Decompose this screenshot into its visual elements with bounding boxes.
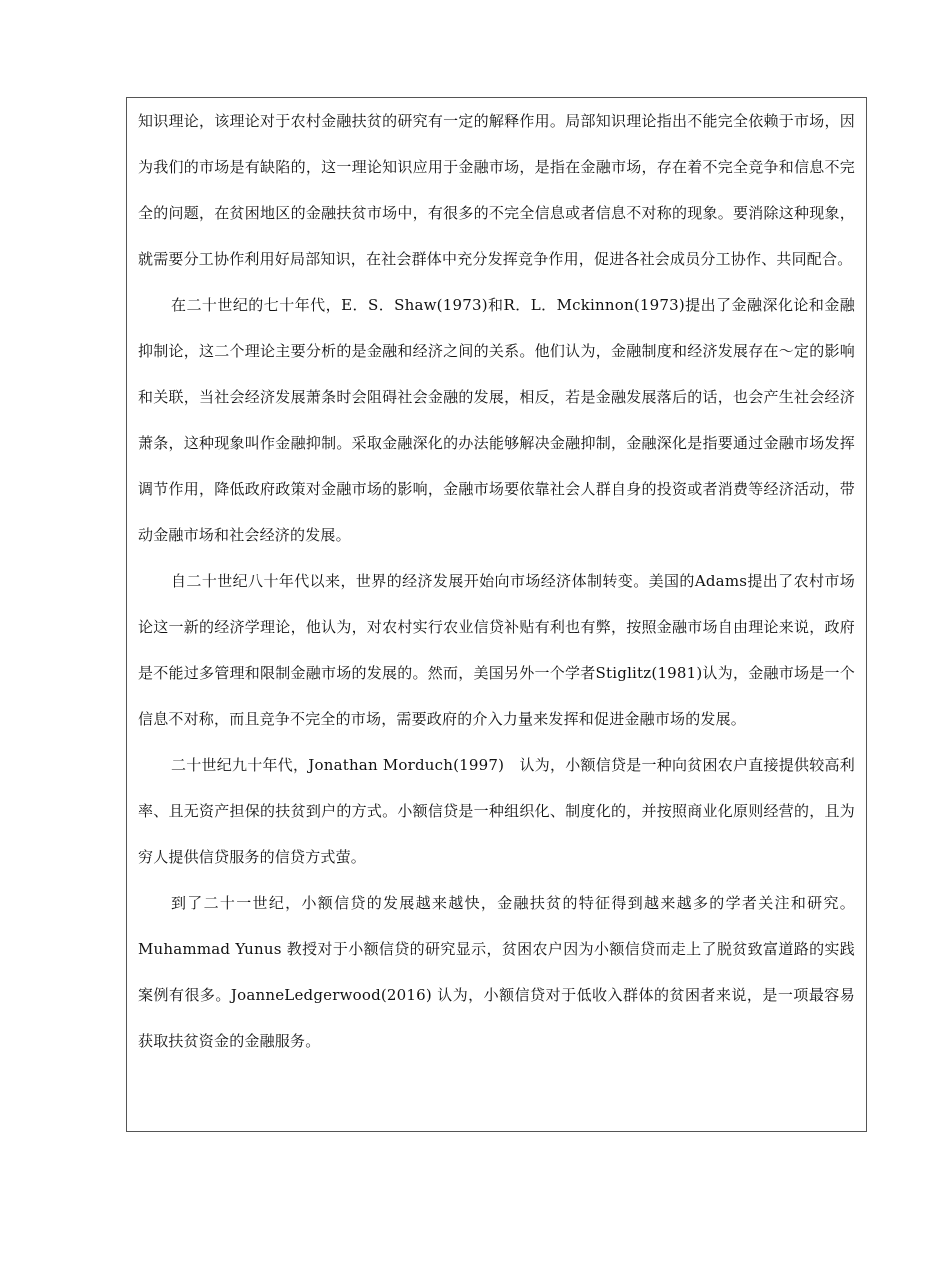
paragraph-financial-deepening: 在二十世纪的七十年代，E．S．Shaw(1973)和R．L．Mckinnon(1973)提出了金融深化论和金融抑制论，这二个理论主要分析的是金融和经济之间的关系。他们认为，金融制度和经济发展存在～定的影响和关联，当社会经济发展萧条时会阻碍社会金融的发展，相反，若是金融发展落后的话，也会产生社会经济萧条，这种现象叫作金融抑制。采取金融深化的办法能够解决金融抑制，金融深化是指要通过金融市场发挥调节作用，降低政府政策对金融市场的影响，金融市场要依靠社会人群自身的投资或者消费等经济活动，带动金融市场和社会经济的发展。 xyxy=(138,296,855,544)
paragraph-microcredit-21st-century: 到了二十一世纪，小额信贷的发展越来越快，金融扶贫的特征得到越来越多的学者关注和研究。Muhammad Yunus 教授对于小额信贷的研究显示，贫困农户因为小额信贷而走上了脱贫致富道路的实践案例有很多。JoanneLedgerwood(2016) 认为，小额信贷对于低收入群体的贫困者来说，是一项最容易获取扶贫资金的金融服务。 xyxy=(138,894,855,1050)
paragraph-local-knowledge: 知识理论，该理论对于农村金融扶贫的研究有一定的解释作用。局部知识理论指出不能完全依赖于市场，因为我们的市场是有缺陷的，这一理论知识应用于金融市场，是指在金融市场，存在着不完全竞争和信息不完全的问题，在贫困地区的金融扶贫市场中，有很多的不完全信息或者信息不对称的现象。要消除这种现象，就需要分工协作利用好局部知识，在社会群体中充分发挥竞争作用，促进各社会成员分工协作、共同配合。 xyxy=(138,112,855,268)
document-body xyxy=(138,98,855,1064)
page-border-frame xyxy=(126,97,867,1132)
paragraph-microcredit-1990s: 二十世纪九十年代，Jonathan Morduch(1997) 认为，小额信贷是一种向贫困农户直接提供较高利率、且无资产担保的扶贫到户的方式。小额信贷是一种组织化、制度化的，并按照商业化原则经营的，且为穷人提供信贷服务的信贷方式萤。 xyxy=(138,756,855,866)
paragraph-rural-market-theory: 自二十世纪八十年代以来，世界的经济发展开始向市场经济体制转变。美国的Adams提出了农村市场论这一新的经济学理论，他认为，对农村实行农业信贷补贴有利也有弊，按照金融市场自由理论来说，政府是不能过多管理和限制金融市场的发展的。然而，美国另外一个学者Stiglitz(1981)认为，金融市场是一个信息不对称，而且竞争不完全的市场，需要政府的介入力量来发挥和促进金融市场的发展。 xyxy=(138,572,855,728)
